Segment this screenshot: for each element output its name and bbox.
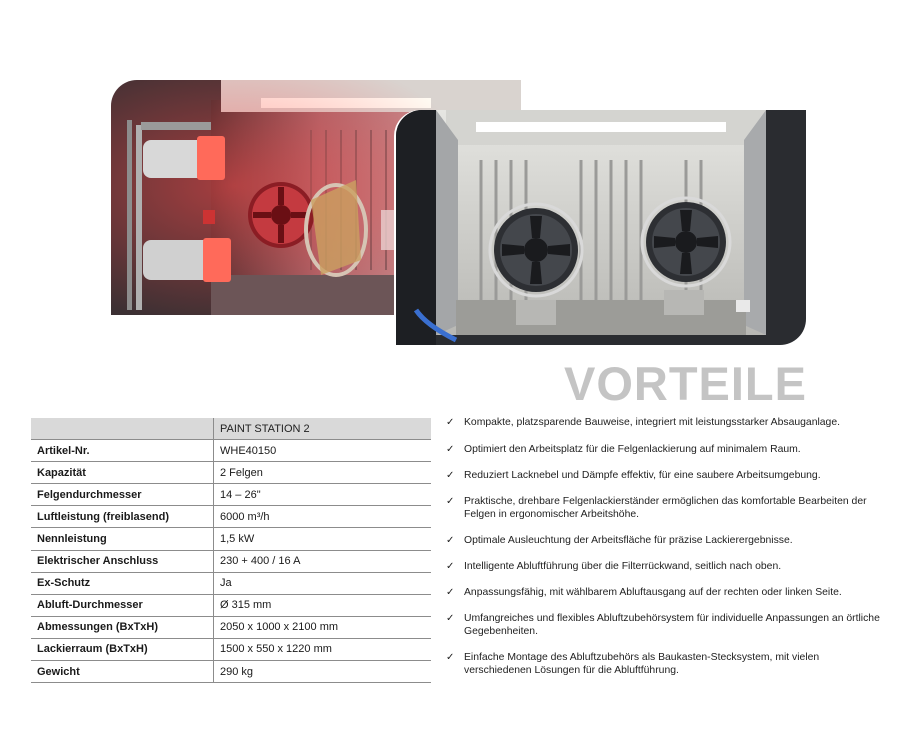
benefit-text: Optimiert den Arbeitsplatz für die Felgenlackierung auf minimalem Raum. xyxy=(464,444,801,455)
spec-value: 1500 x 550 x 1220 mm xyxy=(214,638,432,660)
benefit-text: Anpassungsfähig, mit wählbarem Abluftausgang auf der rechten oder linken Seite. xyxy=(464,587,842,598)
spec-header-product-name: PAINT STATION 2 xyxy=(214,418,432,440)
spec-label: Gewicht xyxy=(31,661,214,683)
spec-label: Elektrischer Anschluss xyxy=(31,550,214,572)
checkmark-icon: ✓ xyxy=(446,652,455,663)
table-row xyxy=(31,462,431,484)
list-item xyxy=(446,612,886,638)
checkmark-icon: ✓ xyxy=(446,613,455,624)
spec-label: Nennleistung xyxy=(31,528,214,550)
benefit-text: Intelligente Abluftführung über die Filterrückwand, seitlich nach oben. xyxy=(464,561,782,572)
list-item xyxy=(446,469,886,482)
checkmark-icon: ✓ xyxy=(446,587,455,598)
spec-value: 14 – 26" xyxy=(214,484,432,506)
list-item xyxy=(446,534,886,547)
table-row xyxy=(31,572,431,594)
benefit-text: Praktische, drehbare Felgenlackierständer ermöglichen das komfortable Bearbeiten der Felgen in ergonomischer Arbeitshöhe. xyxy=(464,496,867,520)
table-row xyxy=(31,528,431,550)
spec-label: Abmessungen (BxTxH) xyxy=(31,616,214,638)
benefit-text: Einfache Montage des Abluftzubehörs als Baukasten-Stecksystem, mit vielen verschiedenen Lösungen für die Abluftführung. xyxy=(464,652,820,676)
spec-value: Ja xyxy=(214,572,432,594)
spec-label: Ex-Schutz xyxy=(31,572,214,594)
list-item xyxy=(446,443,886,456)
spec-label: Felgendurchmesser xyxy=(31,484,214,506)
spec-value: 230 + 400 / 16 A xyxy=(214,550,432,572)
spec-value: 6000 m³/h xyxy=(214,506,432,528)
checkmark-icon: ✓ xyxy=(446,417,455,428)
list-item xyxy=(446,651,886,677)
benefits-list xyxy=(446,416,886,677)
spec-value: 2050 x 1000 x 2100 mm xyxy=(214,616,432,638)
spec-label: Lackierraum (BxTxH) xyxy=(31,638,214,660)
checkmark-icon: ✓ xyxy=(446,444,455,455)
paint-booth-rims-photo xyxy=(396,110,806,345)
table-row xyxy=(31,484,431,506)
benefit-text: Umfangreiches und flexibles Abluftzubehörsystem für individuelle Anpassungen an örtliche Gegebenheiten. xyxy=(464,613,880,637)
checkmark-icon: ✓ xyxy=(446,496,455,507)
spec-value: 1,5 kW xyxy=(214,528,432,550)
spec-value: WHE40150 xyxy=(214,440,432,462)
table-row xyxy=(31,594,431,616)
spec-value: 2 Felgen xyxy=(214,462,432,484)
table-row xyxy=(31,616,431,638)
table-row xyxy=(31,661,431,683)
spec-label: Artikel-Nr. xyxy=(31,440,214,462)
list-item xyxy=(446,586,886,599)
list-item xyxy=(446,560,886,573)
checkmark-icon: ✓ xyxy=(446,535,455,546)
benefit-text: Reduziert Lacknebel und Dämpfe effektiv, für eine saubere Arbeitsumgebung. xyxy=(464,470,821,481)
checkmark-icon: ✓ xyxy=(446,470,455,481)
table-row xyxy=(31,440,431,462)
benefit-text: Kompakte, platzsparende Bauweise, integriert mit leistungsstarker Absauganlage. xyxy=(464,417,841,428)
table-row xyxy=(31,638,431,660)
spec-table-header-row xyxy=(31,418,431,440)
vorteile-heading: VORTEILE xyxy=(563,357,807,410)
checkmark-icon: ✓ xyxy=(446,561,455,572)
spec-value: Ø 315 mm xyxy=(214,594,432,616)
table-row xyxy=(31,550,431,572)
spec-label: Abluft-Durchmesser xyxy=(31,594,214,616)
list-item xyxy=(446,416,886,429)
spec-header-empty-cell xyxy=(31,418,214,440)
list-item xyxy=(446,495,886,521)
spec-value: 290 kg xyxy=(214,661,432,683)
spec-label: Kapazität xyxy=(31,462,214,484)
spec-table xyxy=(31,418,431,683)
spec-label: Luftleistung (freiblasend) xyxy=(31,506,214,528)
benefit-text: Optimale Ausleuchtung der Arbeitsfläche für präzise Lackierergebnisse. xyxy=(464,535,793,546)
table-row xyxy=(31,506,431,528)
